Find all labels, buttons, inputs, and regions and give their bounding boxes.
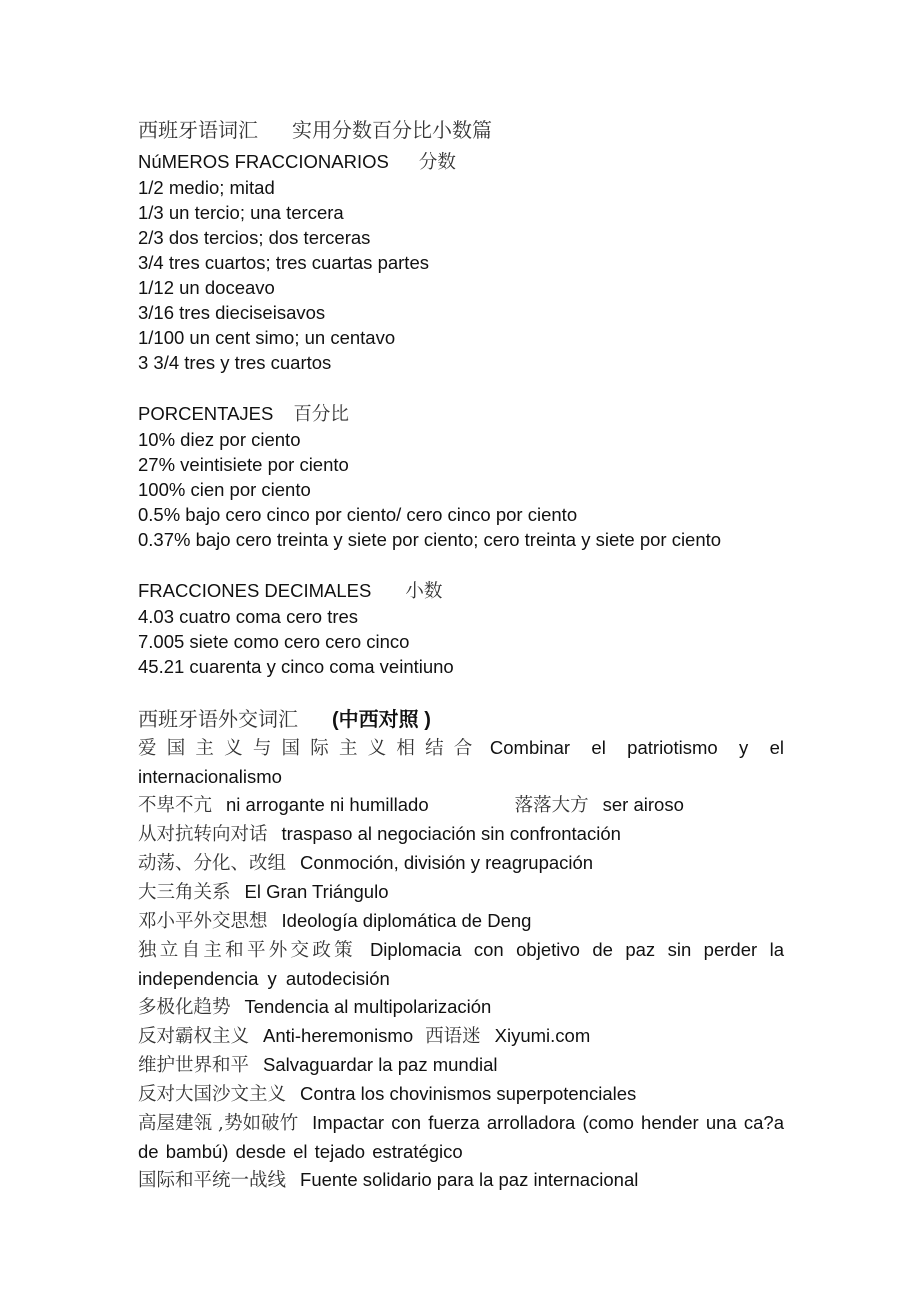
list-item: 1/2 medio; mitad (138, 177, 275, 198)
list-item: 1/3 un tercio; una tercera (138, 202, 344, 223)
list-item: 100% cien por ciento (138, 479, 311, 500)
list-item: 10% diez por ciento (138, 429, 301, 450)
list-item: 3/16 tres dieciseisavos (138, 302, 326, 323)
entry-zh: 大三角关系 (138, 882, 231, 903)
section-heading-diplomacia (138, 705, 784, 734)
glossary-entry (138, 1022, 784, 1051)
glossary-entry (138, 1080, 784, 1109)
document-title (138, 116, 784, 145)
section-heading-fracciones (138, 149, 784, 175)
list-item: 0.5% bajo cero cinco por ciento/ cero cinco por ciento (138, 504, 578, 525)
heading-text: NúMEROS FRACCIONARIOS (138, 151, 389, 172)
entry-zh: 维护世界和平 (138, 1055, 250, 1076)
heading-text: FRACCIONES DECIMALES (138, 580, 372, 601)
list-item: 2/3 dos tercios; dos terceras (138, 227, 371, 248)
glossary-entry (138, 907, 784, 936)
entry-es: Contra los chovinismos superpotenciales (300, 1083, 637, 1104)
glossary-entry (138, 878, 784, 907)
list-item: 1/100 un cent simo; un centavo (138, 327, 396, 348)
heading-zh: 分数 (418, 152, 456, 173)
list-item: 27% veintisiete por ciento (138, 454, 349, 475)
entry-zh: 不卑不亢 (138, 795, 213, 816)
glossary-entry (138, 936, 784, 993)
entry-es: Combinar el patriotismo y el internacionalismo (138, 737, 785, 787)
entry-es: Xiyumi.com (494, 1025, 591, 1046)
heading-paren: (中西对照 ) (332, 709, 431, 731)
entry-zh: 动荡、分化、改组 (138, 853, 287, 874)
entry-es: ser airoso (602, 794, 684, 815)
glossary-entry (138, 820, 784, 849)
entry-zh: 多极化趋势 (138, 997, 231, 1018)
entry-zh: 落落大方 (514, 795, 589, 816)
heading-text: PORCENTAJES (138, 403, 274, 424)
title-zh-left: 西班牙语词汇 (138, 118, 258, 142)
entry-es: Anti-heremonismo (263, 1025, 414, 1046)
heading-zh: 西班牙语外交词汇 (138, 707, 298, 731)
entry-es: Impactar con fuerza arrolladora (como hender una ca?a de bambú) desde el tejado estratégico (138, 1112, 784, 1162)
entry-es: Salvaguardar la paz mundial (263, 1054, 498, 1075)
entry-zh: 从对抗转向对话 (138, 824, 268, 845)
glossary-entry (138, 849, 784, 878)
list-item: 0.37% bajo cero treinta y siete por ciento; cero treinta y siete por ciento (138, 529, 722, 550)
section-heading-porcentajes (138, 401, 784, 427)
entry-es: Fuente solidario para la paz internacional (300, 1169, 639, 1190)
list-item: 1/12 un doceavo (138, 277, 275, 298)
glossary-entry (138, 1051, 784, 1080)
list-item: 3/4 tres cuartos; tres cuartas partes (138, 252, 429, 273)
entry-es: Conmoción, división y reagrupación (300, 852, 594, 873)
entry-zh: 国际和平统一战线 (138, 1170, 287, 1191)
heading-zh: 百分比 (293, 404, 349, 425)
title-zh-right: 实用分数百分比小数篇 (292, 118, 492, 142)
glossary-entry (138, 791, 784, 820)
list-item: 4.03 cuatro coma cero tres (138, 606, 359, 627)
entry-es: Ideología diplomática de Deng (281, 910, 532, 931)
entry-es: Diplomacia con objetivo de paz sin perder la independencia y autodecisión (138, 939, 784, 989)
list-item: 3 3/4 tres y tres cuartos (138, 352, 332, 373)
section-heading-decimales (138, 578, 784, 604)
entry-es: ni arrogante ni humillado (226, 794, 429, 815)
list-item: 7.005 siete como cero cero cinco (138, 631, 410, 652)
entry-zh: 反对霸权主义 (138, 1026, 250, 1047)
glossary-entry (138, 1166, 784, 1195)
entry-zh: 高屋建瓴 ,势如破竹 (138, 1113, 299, 1134)
entry-zh: 西语迷 (425, 1026, 481, 1047)
entry-zh: 反对大国沙文主义 (138, 1084, 287, 1105)
spacer (138, 552, 784, 578)
spacer (138, 679, 784, 705)
glossary-entry (138, 1109, 784, 1166)
list-item: 45.21 cuarenta y cinco coma veintiuno (138, 656, 454, 677)
entry-es: El Gran Triángulo (244, 881, 389, 902)
entry-es: traspaso al negociación sin confrontación (281, 823, 621, 844)
entry-es: Tendencia al multipolarización (244, 996, 492, 1017)
entry-zh: 邓小平外交思想 (138, 911, 268, 932)
glossary-entry (138, 993, 784, 1022)
glossary-entry (138, 734, 784, 791)
entry-zh: 独立自主和平外交政策 (138, 940, 356, 961)
document-page (138, 116, 784, 1195)
heading-zh: 小数 (405, 581, 443, 602)
entry-zh: 爱国主义与国际主义相结合 (138, 738, 483, 759)
spacer (138, 375, 784, 401)
